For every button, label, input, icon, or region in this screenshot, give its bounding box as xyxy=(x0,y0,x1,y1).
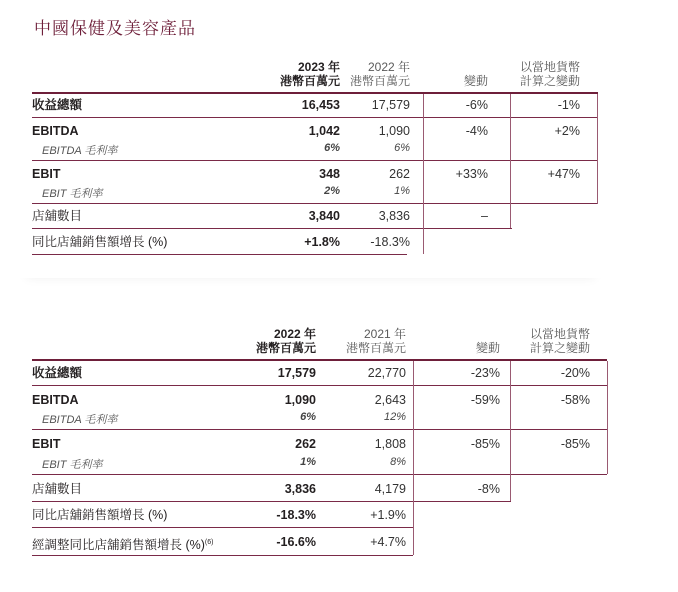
cell-stores-chg: -8% xyxy=(477,482,500,496)
row-label-stores: 店舖數目 xyxy=(32,209,83,223)
row-divider xyxy=(32,228,512,229)
col1-year: 2023 年 xyxy=(297,60,340,74)
column-separator xyxy=(597,94,598,204)
col2-unit: 港幣百萬元 xyxy=(345,341,406,355)
cell-ebit-v1: 348 xyxy=(319,167,340,181)
col3-change: 變動 xyxy=(463,74,488,88)
cell-ebit-v2: 1,808 xyxy=(374,437,406,451)
cell-ebit-margin-v1: 1% xyxy=(300,456,316,468)
cell-lfl-v1: +1.8% xyxy=(304,235,340,249)
cell-ebitda-margin-v2: 12% xyxy=(383,411,406,423)
row-divider xyxy=(32,254,407,255)
cell-revenue-v1: 17,579 xyxy=(277,366,316,380)
cell-ebit-local: +47% xyxy=(547,167,580,181)
col4-local-line2: 計算之變動 xyxy=(519,74,580,88)
row-label-ebitda-margin: EBITDA 毛利率 xyxy=(42,145,118,157)
col4-local-line1: 以當地貨幣 xyxy=(519,60,580,74)
cell-stores-v2: 3,836 xyxy=(378,209,410,223)
cell-revenue-local: -20% xyxy=(560,366,590,380)
cell-ebitda-local: -58% xyxy=(560,393,590,407)
row-divider xyxy=(32,117,598,118)
cell-revenue-local: -1% xyxy=(557,98,580,112)
row-divider xyxy=(32,429,607,430)
cell-revenue-chg: -23% xyxy=(470,366,500,380)
table-2022-vs-2021 xyxy=(18,300,613,580)
row-label-ebitda: EBITDA xyxy=(32,124,79,138)
row-divider xyxy=(32,160,598,161)
column-separator xyxy=(607,361,608,474)
row-divider xyxy=(32,527,413,528)
row-divider xyxy=(32,501,511,502)
cell-ebit-v1: 262 xyxy=(295,437,316,451)
cell-revenue-v2: 17,579 xyxy=(371,98,410,112)
cell-ebitda-v1: 1,090 xyxy=(284,393,316,407)
page-title: 中國保健及美容產品 xyxy=(34,19,196,39)
row-divider xyxy=(32,474,607,475)
col1-year: 2022 年 xyxy=(273,327,316,341)
cell-revenue-v2: 22,770 xyxy=(367,366,406,380)
row-label-lfl: 同比店舖銷售額增長 (%) xyxy=(32,508,168,522)
cell-ebit-margin-v2: 1% xyxy=(394,185,410,197)
col2-year: 2021 年 xyxy=(363,327,406,341)
col4-local-line2: 計算之變動 xyxy=(529,341,590,355)
row-label-stores: 店舖數目 xyxy=(32,482,83,496)
row-label-ebit-margin: EBIT 毛利率 xyxy=(42,188,103,200)
cell-ebitda-chg: -4% xyxy=(465,124,488,138)
col2-year: 2022 年 xyxy=(367,60,410,74)
cell-ebitda-v2: 1,090 xyxy=(378,124,410,138)
row-label-revenue: 收益總額 xyxy=(32,366,83,380)
cell-lfl-v1: -18.3% xyxy=(276,508,316,522)
row-divider xyxy=(32,555,413,556)
header-rule xyxy=(32,359,607,361)
row-label-ebitda: EBITDA xyxy=(32,393,79,407)
cell-stores-v2: 4,179 xyxy=(374,482,406,496)
col1-unit: 港幣百萬元 xyxy=(255,341,316,355)
cell-revenue-v1: 16,453 xyxy=(301,98,340,112)
cell-adj-lfl-v1: -16.6% xyxy=(276,535,316,549)
cell-stores-v1: 3,840 xyxy=(308,209,340,223)
cell-ebitda-margin-v2: 6% xyxy=(394,142,410,154)
row-label-lfl: 同比店舖銷售額增長 (%) xyxy=(32,235,168,249)
cell-stores-v1: 3,836 xyxy=(284,482,316,496)
cell-ebitda-v2: 2,643 xyxy=(374,393,406,407)
cell-ebitda-margin-v1: 6% xyxy=(300,411,316,423)
col1-unit: 港幣百萬元 xyxy=(279,74,340,88)
col2-unit: 港幣百萬元 xyxy=(349,74,410,88)
cell-ebit-chg: -85% xyxy=(470,437,500,451)
header-rule xyxy=(32,92,598,94)
column-separator xyxy=(423,94,424,254)
column-separator xyxy=(413,361,414,555)
footnote-marker: (6) xyxy=(204,539,214,546)
col3-change: 變動 xyxy=(475,341,500,355)
cell-stores-chg: – xyxy=(481,209,488,223)
row-label-adj-lfl xyxy=(32,535,213,553)
row-divider xyxy=(32,203,598,204)
cell-ebit-local: -85% xyxy=(560,437,590,451)
row-label-ebitda-margin: EBITDA 毛利率 xyxy=(42,414,118,426)
row-label-revenue: 收益總額 xyxy=(32,98,83,112)
cell-adj-lfl-v2: +4.7% xyxy=(370,535,406,549)
row-label-ebit-margin: EBIT 毛利率 xyxy=(42,459,103,471)
col4-local-line1: 以當地貨幣 xyxy=(529,327,590,341)
row-label-ebit: EBIT xyxy=(32,167,61,181)
adj-lfl-text: 經調整同比店舖銷售額增長 (%) xyxy=(32,538,205,553)
table-2023-vs-2022 xyxy=(18,40,603,278)
row-divider xyxy=(32,385,607,386)
cell-ebitda-margin-v1: 6% xyxy=(324,142,340,154)
cell-lfl-v2: -18.3% xyxy=(370,235,410,249)
cell-ebitda-chg: -59% xyxy=(470,393,500,407)
column-separator xyxy=(510,361,511,501)
cell-revenue-chg: -6% xyxy=(465,98,488,112)
column-separator xyxy=(510,94,511,228)
cell-ebitda-local: +2% xyxy=(554,124,580,138)
cell-ebit-v2: 262 xyxy=(389,167,410,181)
cell-ebit-margin-v2: 8% xyxy=(390,456,406,468)
cell-ebit-margin-v1: 2% xyxy=(324,185,340,197)
row-label-ebit: EBIT xyxy=(32,437,61,451)
cell-ebitda-v1: 1,042 xyxy=(308,124,340,138)
cell-lfl-v2: +1.9% xyxy=(370,508,406,522)
cell-ebit-chg: +33% xyxy=(455,167,488,181)
